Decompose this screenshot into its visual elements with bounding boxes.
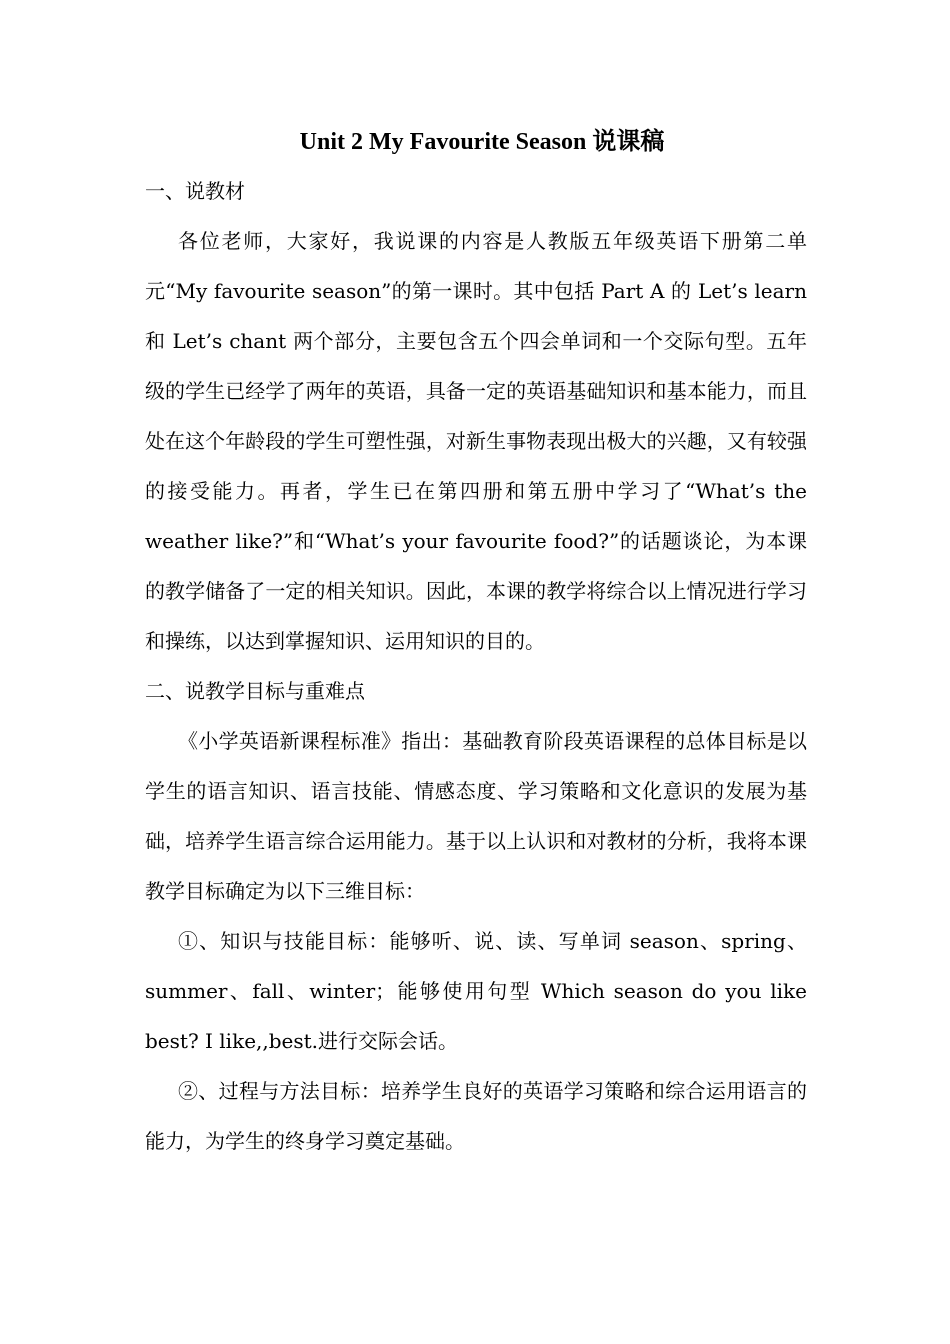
paragraph-textbook-analysis: 各位老师，大家好，我说课的内容是人教版五年级英语下册第二单元“My favourite season”的第一课时。其中包括 Part A 的 Let’s learn 和 Let’s chant 两个部分，主要包含五个四会单词和一个交际句型。五年级的学生已经学了两年的英语，具备一定的英语基础知识和基本能力，而且处在这个年龄段的学生可塑性强，对新生事物表现出极大的兴趣，又有较强的接受能力。再者，学生已在第四册和第五册中学习了“What’s the weather like?”和“What’s your favourite food?”的话题谈论，为本课的教学储备了一定的相关知识。因此，本课的教学将综合以上情况进行学习和操练，以达到掌握知识、运用知识的目的。 xyxy=(145,229,807,653)
paragraph-curriculum-standard: 《小学英语新课程标准》指出：基础教育阶段英语课程的总体目标是以学生的语言知识、语言技能、情感态度、学习策略和文化意识的发展为基础，培养学生语言综合运用能力。基于以上认识和对教材的分析，我将本课教学目标确定为以下三维目标： xyxy=(145,729,807,903)
goal-knowledge-skills: ①、知识与技能目标：能够听、说、读、写单词 season、spring、summer、fall、winter；能够使用句型 Which season do you like best? I like,,best.进行交际会话。 xyxy=(145,929,807,1053)
document-title: Unit 2 My Favourite Season 说课稿 xyxy=(299,129,665,155)
goal-process-methods: ②、过程与方法目标：培养学生良好的英语学习策略和综合运用语言的能力，为学生的终身学习奠定基础。 xyxy=(145,1079,807,1153)
section-heading-objectives: 二、说教学目标与重难点 xyxy=(145,679,365,703)
document-body xyxy=(145,166,807,1166)
section-heading-textbook: 一、说教材 xyxy=(145,179,245,203)
